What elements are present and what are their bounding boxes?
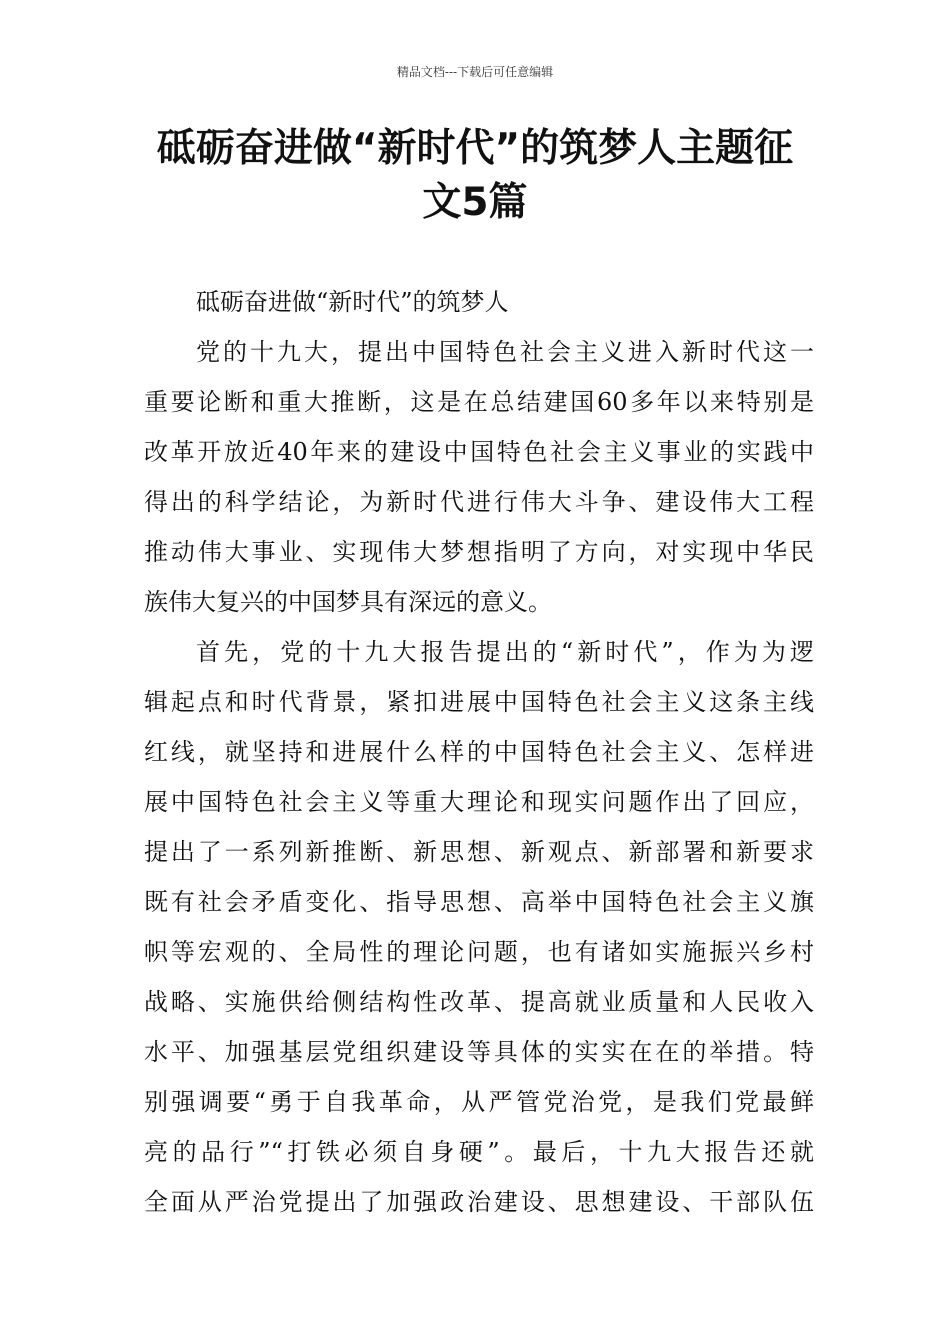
- paragraph-line: 别强调要“勇于自我革命，从严管党治党，是我们党最鲜: [144, 1088, 814, 1116]
- document-title: [120, 122, 830, 230]
- paragraph-line: 全面从严治党提出了加强政治建设、思想建设、干部队伍: [144, 1188, 814, 1216]
- paragraph-line: 战略、实施供给侧结构性改革、提高就业质量和人民收入: [144, 988, 814, 1016]
- paragraph-line: 帜等宏观的、全局性的理论问题，也有诸如实施振兴乡村: [144, 938, 814, 966]
- paragraph-line: 党的十九大，提出中国特色社会主义进入新时代这一: [196, 338, 814, 366]
- paragraph-line: 推动伟大事业、实现伟大梦想指明了方向，对实现中华民: [144, 538, 814, 566]
- title-line-1: 砥砺奋进做“新时代”的筑梦人主题征: [156, 126, 794, 171]
- paragraph-line: 亮的品行”“打铁必须自身硬”。最后，十九大报告还就: [144, 1138, 814, 1166]
- paragraph-line: 得出的科学结论，为新时代进行伟大斗争、建设伟大工程: [144, 488, 814, 516]
- paragraph-line: 重要论断和重大推断，这是在总结建国60多年以来特别是: [144, 388, 814, 416]
- paragraph-line: 红线，就坚持和进展什么样的中国特色社会主义、怎样进: [144, 738, 814, 766]
- paragraph-line: 提出了一系列新推断、新思想、新观点、新部署和新要求: [144, 838, 814, 866]
- paragraph-line: 既有社会矛盾变化、指导思想、高举中国特色社会主义旗: [144, 888, 814, 916]
- subtitle-line: 砥砺奋进做“新时代”的筑梦人: [196, 288, 509, 316]
- paragraph-line: 首先，党的十九大报告提出的“新时代”，作为为逻: [196, 638, 814, 666]
- paragraph-line: 水平、加强基层党组织建设等具体的实实在在的举措。特: [144, 1038, 814, 1066]
- document-body: [144, 277, 814, 1227]
- paragraph-line: 辑起点和时代背景，紧扣进展中国特色社会主义这条主线: [144, 688, 814, 716]
- paragraph-line: 族伟大复兴的中国梦具有深远的意义。: [144, 588, 552, 616]
- paragraph-line: 展中国特色社会主义等重大理论和现实问题作出了回应，: [144, 788, 814, 816]
- page-header: 精品文档---下载后可任意编辑: [396, 65, 554, 79]
- title-line-2: 文5篇: [422, 180, 528, 225]
- paragraph-line: 改革开放近40年来的建设中国特色社会主义事业的实践中: [144, 438, 814, 466]
